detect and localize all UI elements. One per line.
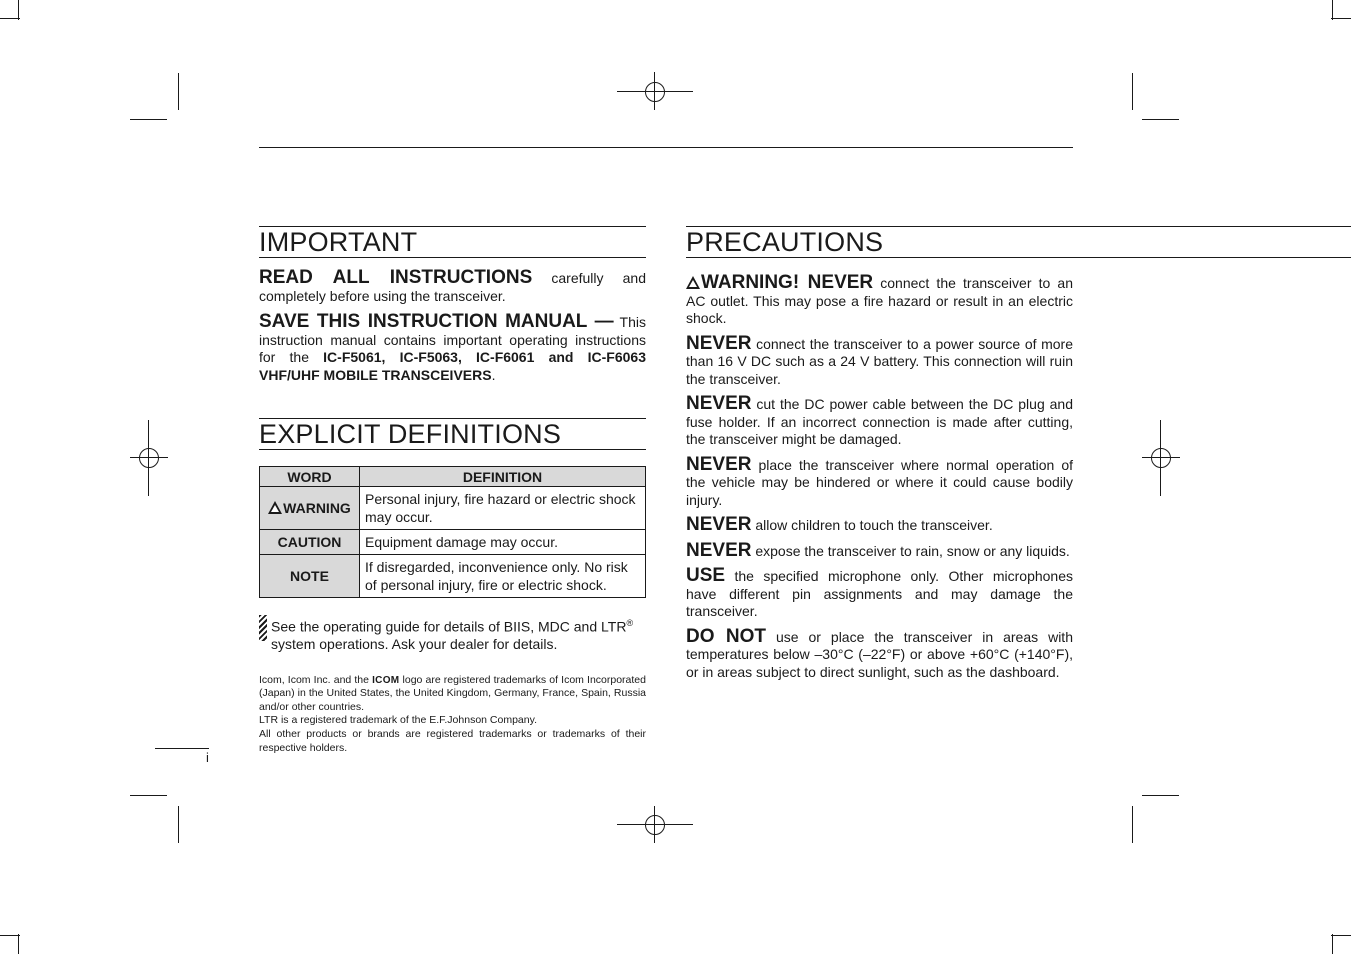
definitions-table xyxy=(259,466,646,598)
read-instructions-text: carefully and completely before using the transceiver. xyxy=(259,270,646,304)
precaution-item xyxy=(686,453,1073,510)
trademark-line-3: All other products or brands are registered trademarks or trademarks of their respective holders. xyxy=(259,728,646,754)
note-text xyxy=(271,615,646,654)
precaution-text: cut the DC power cable between the DC plug and fuse holder. If an incorrect connection is made after cutting, the transceiver might be damaged. xyxy=(686,396,1073,447)
trademark-text-a: Icom, Icom Inc. and the xyxy=(259,673,373,686)
trademark-line-2: LTR is a registered trademark of the E.F.Johnson Company. xyxy=(259,714,537,727)
read-instructions-paragraph xyxy=(259,269,646,305)
trademark-line-1 xyxy=(259,674,646,715)
read-instructions-lead: READ ALL INSTRUCTIONS xyxy=(259,267,533,288)
precaution-item xyxy=(686,567,1073,621)
table-header-row xyxy=(260,467,646,487)
table-row xyxy=(260,530,646,555)
precaution-item xyxy=(686,539,1073,561)
header-definition: DEFINITION xyxy=(360,467,646,487)
precautions-list xyxy=(686,274,1073,681)
trademark-text-b: logo are registered trademarks of Icom Incorporated (Japan) in the United States, the United Kingdom, Germany, France, Spain, Russia and/or other countries. xyxy=(259,673,646,713)
definitions-title: EXPLICIT DEFINITIONS xyxy=(259,418,646,450)
precaution-lead: DO NOT xyxy=(686,625,766,647)
precaution-text: the specified microphone only. Other microphones have different pin assignments and may damage the transceiver. xyxy=(686,568,1073,619)
precaution-text: expose the transceiver to rain, snow or any liquids. xyxy=(751,542,1070,559)
important-title: IMPORTANT xyxy=(259,226,646,258)
precaution-item xyxy=(686,395,1073,449)
word-warning: WARNING xyxy=(283,500,351,516)
definition-cell: Equipment damage may occur. xyxy=(360,530,646,555)
precaution-lead: WARNING! NEVER xyxy=(701,272,874,293)
trademark-block xyxy=(259,674,646,756)
precaution-item xyxy=(686,625,1073,682)
note-icon xyxy=(259,615,267,641)
word-cell xyxy=(260,487,360,530)
left-column xyxy=(259,226,646,755)
table-row xyxy=(260,555,646,598)
right-column xyxy=(686,226,1073,681)
definition-cell: Personal injury, fire hazard or electric shock may occur. xyxy=(360,487,646,530)
note-text-end: system operations. Ask your dealer for details. xyxy=(271,636,558,653)
precautions-title: PRECAUTIONS xyxy=(686,226,1351,258)
precaution-text: allow children to touch the transceiver. xyxy=(751,517,993,533)
save-manual-paragraph xyxy=(259,313,646,384)
precaution-item xyxy=(686,274,1073,328)
precaution-text: connect the transceiver to an AC outlet. This may pose a fire hazard or result in an electric shock. xyxy=(686,275,1073,326)
note-text-main: See the operating guide for details of BIIS, MDC and LTR xyxy=(271,618,627,635)
warning-icon xyxy=(686,276,700,289)
precaution-lead: NEVER xyxy=(686,514,752,535)
precaution-text: place the transceiver where normal operation of the vehicle may be hindered or where it could cause bodily injury. xyxy=(686,456,1073,508)
registered-mark: ® xyxy=(626,618,634,628)
precaution-lead: NEVER xyxy=(686,332,752,354)
table-row xyxy=(260,487,646,530)
precaution-item xyxy=(686,332,1073,389)
page-number: i xyxy=(206,750,209,765)
precaution-lead: USE xyxy=(686,565,726,586)
note-block xyxy=(259,615,646,654)
word-caution: CAUTION xyxy=(260,530,360,555)
precaution-lead: NEVER xyxy=(686,539,752,561)
precaution-text: use or place the transceiver in areas with temperatures below –30°C (–22°F) or above +60°C (+140°F), or in areas subject to direct sunlight, such as the dashboard. xyxy=(686,628,1073,680)
definition-cell: If disregarded, inconvenience only. No risk of personal injury, fire or electric shock. xyxy=(360,555,646,598)
save-manual-end: . xyxy=(491,366,496,383)
save-manual-lead: SAVE THIS INSTRUCTION MANUAL — xyxy=(259,311,614,332)
model-list: IC-F5061, IC-F5063, IC-F6061 and IC-F6063 VHF/UHF MOBILE TRANSCEIVERS xyxy=(259,349,646,383)
precaution-text: connect the transceiver to a power source of more than 16 V DC such as a 24 V battery. This connection will ruin the transceiver. xyxy=(686,335,1073,387)
precaution-lead: NEVER xyxy=(686,453,752,475)
header-word: WORD xyxy=(260,467,360,487)
precaution-item xyxy=(686,516,1073,535)
warning-icon xyxy=(268,501,282,514)
precaution-lead: NEVER xyxy=(686,393,752,414)
word-note: NOTE xyxy=(260,555,360,598)
save-manual-text: This instruction manual contains important operating instructions for the xyxy=(259,314,647,365)
icom-logo: ICOM xyxy=(372,674,400,686)
